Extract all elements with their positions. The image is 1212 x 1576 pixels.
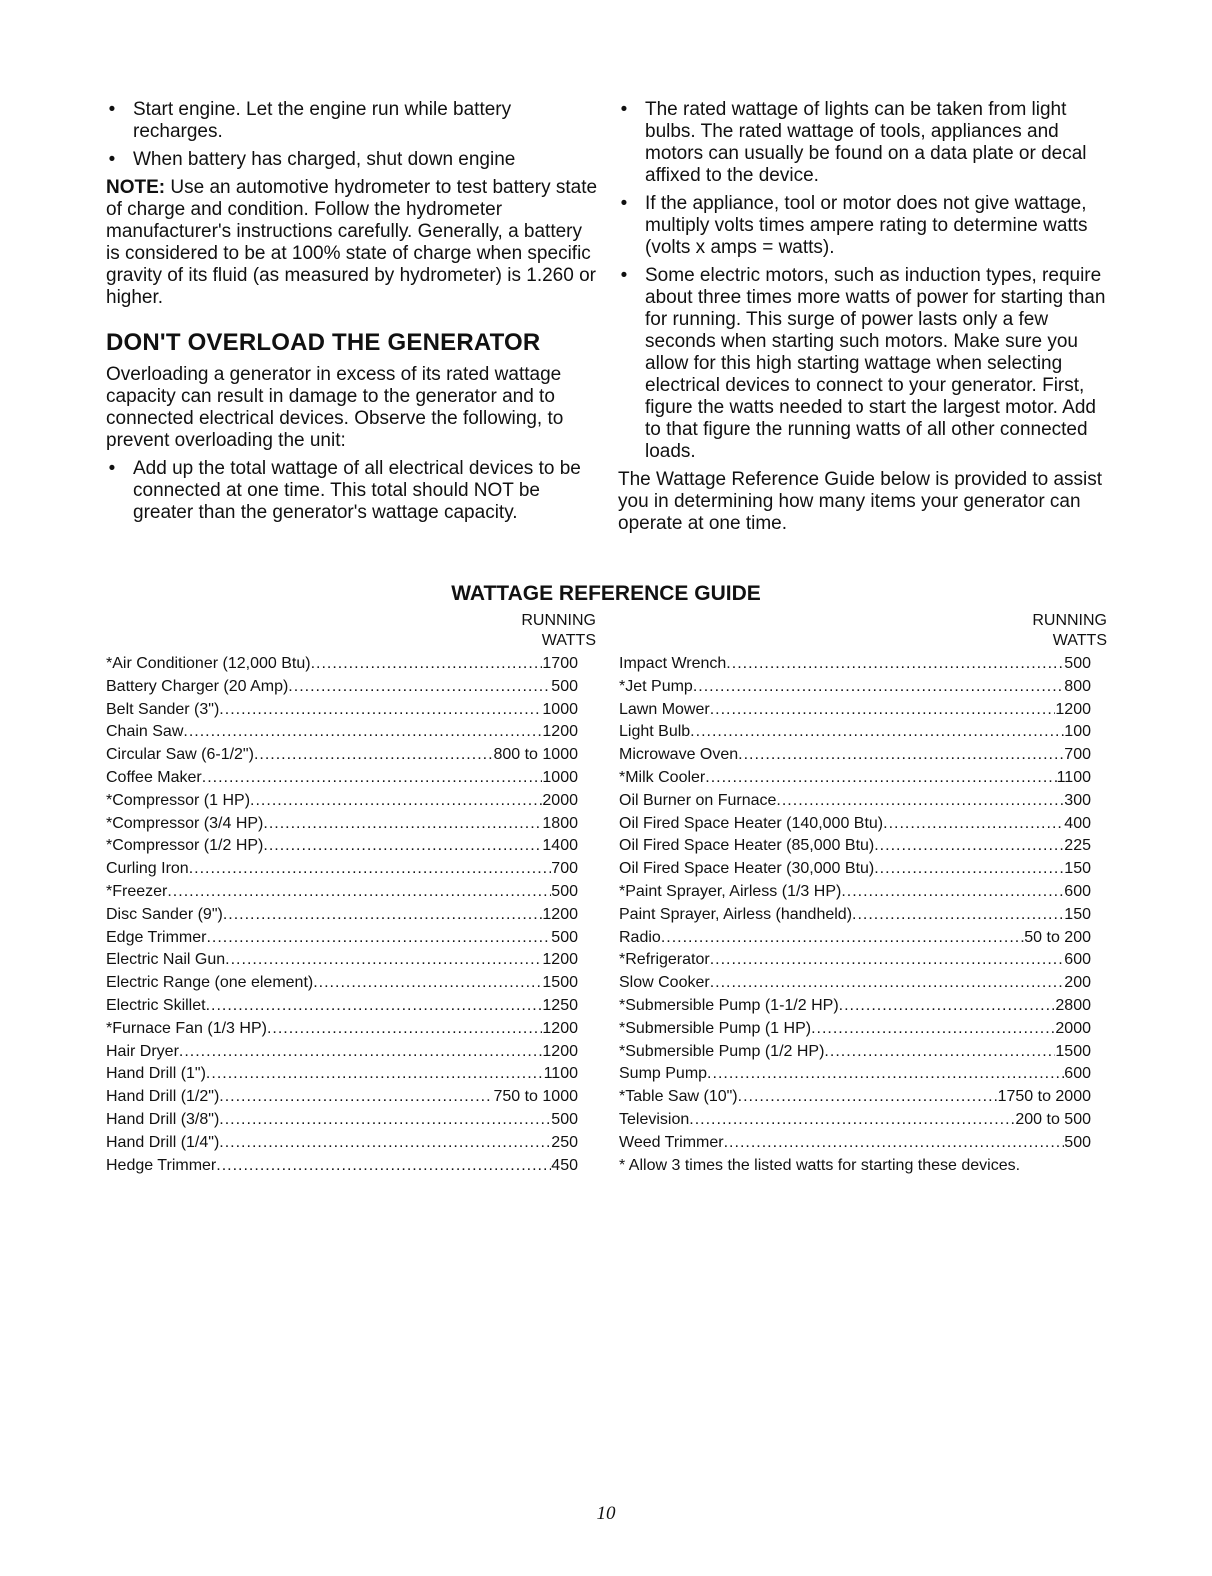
dot-leader [852, 904, 1064, 927]
item-watts: 1700 [542, 655, 578, 672]
item-watts: 1000 [542, 700, 578, 718]
guide-row [106, 1041, 578, 1064]
dot-leader [216, 1155, 551, 1178]
guide-table-left [106, 611, 596, 1177]
item-watts: 200 [1064, 974, 1091, 992]
item-watts: 600 [1064, 951, 1091, 969]
header-watts: WATTS [1052, 632, 1107, 649]
item-watts: 250 [551, 1133, 578, 1151]
item-name: Radio [619, 928, 661, 946]
item-name: Coffee Maker [106, 768, 202, 786]
guide-row [106, 835, 578, 858]
guide-row [619, 699, 1091, 722]
item-watts: 1200 [542, 905, 578, 923]
item-watts: 2000 [542, 791, 578, 809]
guide-title: WATTAGE REFERENCE GUIDE [451, 582, 761, 605]
dot-leader [267, 1018, 542, 1041]
dot-leader [219, 1132, 551, 1155]
item-watts: 150 [1064, 905, 1091, 923]
guide-row [619, 767, 1091, 790]
item-name: Hand Drill (3/8") [106, 1110, 220, 1128]
guide-row [106, 653, 578, 676]
item-watts: 1500 [1055, 1042, 1091, 1060]
guide-row [619, 790, 1091, 813]
dot-leader [707, 1063, 1064, 1086]
item-name: Hair Dryer [106, 1042, 179, 1060]
column-header [106, 611, 596, 651]
item-watts: 1100 [1056, 768, 1091, 786]
dot-leader [839, 995, 1056, 1018]
item-name: Electric Nail Gun [106, 951, 226, 969]
item-name: Paint Sprayer, Airless (handheld) [619, 905, 853, 923]
guide-row [619, 1018, 1091, 1041]
dot-leader [710, 949, 1065, 972]
item-name: Edge Trimmer [106, 928, 207, 946]
guide-row [619, 881, 1091, 904]
dot-leader [724, 1132, 1065, 1155]
dot-leader [288, 676, 551, 699]
item-watts: 1200 [1055, 700, 1091, 718]
bullet-dot: • [108, 99, 116, 120]
item-watts: 800 to 1000 [493, 746, 578, 764]
bullet-rated-wattage: • The rated wattage of lights can be taken from light bulbs. The rated wattage of tools, appliances and motors can usually be found on a data plate or decal affixed to the device. [618, 99, 1108, 187]
dot-leader [263, 835, 542, 858]
item-name: Electric Skillet [106, 996, 206, 1014]
item-watts: 225 [1064, 837, 1091, 855]
item-watts: 2800 [1055, 996, 1091, 1014]
dot-leader [689, 1109, 1015, 1132]
item-name: Curling Iron [106, 860, 189, 878]
item-name: Hand Drill (1") [106, 1065, 206, 1083]
item-name: Hand Drill (1/4") [106, 1133, 220, 1151]
item-name: Microwave Oven [619, 746, 739, 764]
item-name: Weed Trimmer [619, 1133, 724, 1151]
guide-row [106, 1063, 578, 1086]
item-name: Battery Charger (20 Amp) [106, 677, 289, 695]
guide-row [106, 995, 578, 1018]
item-watts: 1200 [542, 723, 578, 741]
item-name: *Compressor (1/2 HP) [106, 837, 264, 855]
dot-leader [206, 995, 543, 1018]
item-name: Oil Fired Space Heater (140,000 Btu) [619, 814, 884, 832]
note-text: Use an automotive hydrometer to test battery state of charge and condition. Follow the hydrometer manufacturer's instructions carefully. Generally, a battery is considered to be at 100% state of charge when specific gravity of its fluid (as measured by hydrometer) is 1.260 or higher. [106, 177, 598, 308]
guide-row [619, 858, 1091, 881]
guide-row [106, 1132, 578, 1155]
dot-leader [824, 1041, 1055, 1064]
item-watts: 50 to 200 [1024, 928, 1091, 946]
bullet-start-engine: • Start engine. Let the engine run while battery recharges. [106, 99, 598, 143]
guide-row [106, 676, 578, 699]
guide-row [106, 744, 578, 767]
guide-row [106, 1018, 578, 1041]
guide-row [106, 1109, 578, 1132]
guide-row [619, 1109, 1091, 1132]
item-name: Hand Drill (1/2") [106, 1088, 220, 1106]
dot-leader [263, 813, 542, 836]
item-name: *Jet Pump [619, 677, 693, 695]
dot-leader [693, 676, 1064, 699]
item-watts: 1200 [542, 1042, 578, 1060]
guide-row [619, 1041, 1091, 1064]
guide-row [106, 904, 578, 927]
guide-row [106, 927, 578, 950]
item-name: Belt Sander (3") [106, 700, 220, 718]
dot-leader [206, 927, 551, 950]
item-watts: 500 [551, 677, 578, 695]
item-watts: 450 [551, 1156, 578, 1174]
item-watts: 150 [1064, 860, 1091, 878]
item-name: *Furnace Fan (1/3 HP) [106, 1019, 267, 1037]
guide-row [106, 1155, 578, 1178]
guide-list-left [106, 653, 596, 1177]
dot-leader [311, 653, 543, 676]
guide-row [106, 813, 578, 836]
dot-leader [254, 744, 494, 767]
guide-row [619, 744, 1091, 767]
item-watts: 500 [1064, 1133, 1091, 1151]
bullet-dot: • [108, 458, 116, 479]
item-name: *Submersible Pump (1-1/2 HP) [619, 996, 839, 1014]
guide-table-right [619, 611, 1107, 1177]
guide-row [619, 972, 1091, 995]
bullet-volts-amps: • If the appliance, tool or motor does not give wattage, multiply volts times ampere rating to determine watts (volts x amps = watts). [618, 193, 1108, 259]
item-watts: 600 [1064, 882, 1091, 900]
dot-leader [206, 1063, 544, 1086]
dot-leader [223, 904, 543, 927]
item-name: *Compressor (3/4 HP) [106, 814, 264, 832]
item-watts: 200 to 500 [1015, 1110, 1091, 1128]
item-name: Slow Cooker [619, 974, 710, 992]
dot-leader [738, 1086, 998, 1109]
dot-leader [661, 927, 1024, 950]
left-text-column [106, 99, 598, 530]
guide-footnote: * Allow 3 times the listed watts for starting these devices. [619, 1156, 1021, 1174]
item-watts: 500 [551, 928, 578, 946]
item-name: *Table Saw (10") [619, 1088, 738, 1106]
item-watts: 700 [551, 860, 578, 878]
item-watts: 600 [1064, 1065, 1091, 1083]
item-watts: 1500 [542, 974, 578, 992]
item-name: *Submersible Pump (1 HP) [619, 1019, 812, 1037]
item-name: Television [619, 1110, 690, 1128]
column-header [619, 611, 1107, 651]
item-watts: 400 [1064, 814, 1091, 832]
item-watts: 1200 [542, 951, 578, 969]
header-running: RUNNING [1032, 612, 1107, 629]
guide-row [619, 1063, 1091, 1086]
item-watts: 1250 [542, 996, 578, 1014]
dot-leader [189, 858, 552, 881]
item-watts: 1100 [543, 1065, 578, 1083]
dot-leader [183, 721, 542, 744]
item-name: *Refrigerator [619, 951, 710, 969]
closing-paragraph: The Wattage Reference Guide below is provided to assist you in determining how many items your generator can operate at one time. [618, 469, 1103, 534]
dot-leader [841, 881, 1064, 904]
guide-row [619, 653, 1091, 676]
header-watts: WATTS [541, 632, 596, 649]
bullet-starting-watts: • Some electric motors, such as induction types, require about three times more watts of power for starting than for running. This surge of power lasts only a few seconds when starting such motors. Make sure you allow for this high starting wattage when selecting electrical devices to connect to your generator. First, figure the watts needed to start the largest motor. Add to that figure the running watts of all other connected loads. [618, 265, 1108, 463]
item-name: *Paint Sprayer, Airless (1/3 HP) [619, 882, 842, 900]
dot-leader [874, 858, 1064, 881]
item-name: *Milk Cooler [619, 768, 706, 786]
bullet-add-up-wattage: • Add up the total wattage of all electrical devices to be connected at one time. This total should NOT be greater than the generator's wattage capacity. [106, 458, 598, 524]
note-paragraph [106, 177, 598, 309]
item-watts: 300 [1064, 791, 1091, 809]
guide-row [619, 995, 1091, 1018]
item-name: Hedge Trimmer [106, 1156, 217, 1174]
item-name: Circular Saw (6-1/2") [106, 746, 254, 764]
dot-leader [219, 1086, 493, 1109]
guide-row [106, 1086, 578, 1109]
item-name: Electric Range (one element) [106, 974, 314, 992]
guide-row [619, 835, 1091, 858]
dot-leader [219, 1109, 551, 1132]
item-name: Lawn Mower [619, 700, 710, 718]
item-watts: 500 [1064, 655, 1091, 672]
item-watts: 1200 [542, 1019, 578, 1037]
guide-list-right [619, 653, 1107, 1155]
dot-leader [811, 1018, 1055, 1041]
item-watts: 1000 [542, 768, 578, 786]
guide-row [106, 790, 578, 813]
section-heading: DON'T OVERLOAD THE GENERATOR [106, 329, 541, 356]
note-label: NOTE: [106, 177, 166, 198]
item-watts: 1750 to 2000 [997, 1088, 1091, 1106]
guide-row [619, 813, 1091, 836]
dot-leader [738, 744, 1064, 767]
dot-leader [202, 767, 543, 790]
right-text-column [618, 99, 1108, 541]
item-watts: 2000 [1055, 1019, 1091, 1037]
item-name: Impact Wrench [619, 655, 727, 672]
item-watts: 800 [1064, 677, 1091, 695]
guide-row [619, 927, 1091, 950]
item-name: Disc Sander (9") [106, 905, 223, 923]
dot-leader [250, 790, 542, 813]
guide-row [106, 949, 578, 972]
guide-row [106, 972, 578, 995]
dot-leader [726, 653, 1064, 676]
guide-row [619, 949, 1091, 972]
item-name: Oil Fired Space Heater (85,000 Btu) [619, 837, 875, 855]
item-name: Light Bulb [619, 723, 691, 741]
guide-row [106, 721, 578, 744]
guide-row [106, 699, 578, 722]
guide-row [619, 1086, 1091, 1109]
item-watts: 1400 [542, 837, 578, 855]
item-name: *Compressor (1 HP) [106, 791, 251, 809]
item-name: Chain Saw [106, 723, 184, 741]
guide-row [619, 676, 1091, 699]
item-watts: 100 [1064, 723, 1091, 741]
dot-leader [219, 699, 542, 722]
dot-leader [710, 972, 1065, 995]
dot-leader [883, 813, 1064, 836]
bullet-dot: • [620, 99, 628, 120]
guide-row [106, 858, 578, 881]
dot-leader [179, 1041, 543, 1064]
item-name: *Air Conditioner (12,000 Btu) [106, 655, 311, 672]
guide-row [619, 904, 1091, 927]
guide-row [106, 881, 578, 904]
bullet-dot: • [108, 149, 116, 170]
item-watts: 700 [1064, 746, 1091, 764]
item-name: *Submersible Pump (1/2 HP) [619, 1042, 825, 1060]
item-watts: 500 [551, 882, 578, 900]
dot-leader [874, 835, 1064, 858]
item-watts: 500 [551, 1110, 578, 1128]
item-watts: 750 to 1000 [493, 1088, 578, 1106]
dot-leader [776, 790, 1064, 813]
guide-row [619, 721, 1091, 744]
item-name: *Freezer [106, 882, 168, 900]
dot-leader [690, 721, 1064, 744]
item-name: Oil Burner on Furnace [619, 791, 777, 809]
dot-leader [225, 949, 542, 972]
bullet-dot: • [620, 265, 628, 286]
guide-row [106, 767, 578, 790]
item-name: Oil Fired Space Heater (30,000 Btu) [619, 860, 875, 878]
dot-leader [710, 699, 1056, 722]
dot-leader [705, 767, 1056, 790]
item-name: Sump Pump [619, 1065, 708, 1083]
section-intro: Overloading a generator in excess of its rated wattage capacity can result in damage to the generator and to connected electrical devices. Observe the following, to prevent overloading the unit: [106, 364, 564, 451]
item-watts: 1800 [542, 814, 578, 832]
header-running: RUNNING [521, 612, 596, 629]
guide-row [619, 1132, 1091, 1155]
dot-leader [167, 881, 551, 904]
page-number: 10 [596, 1503, 616, 1524]
dot-leader [313, 972, 542, 995]
bullet-battery-charged: • When battery has charged, shut down engine [106, 149, 598, 171]
bullet-dot: • [620, 193, 628, 214]
